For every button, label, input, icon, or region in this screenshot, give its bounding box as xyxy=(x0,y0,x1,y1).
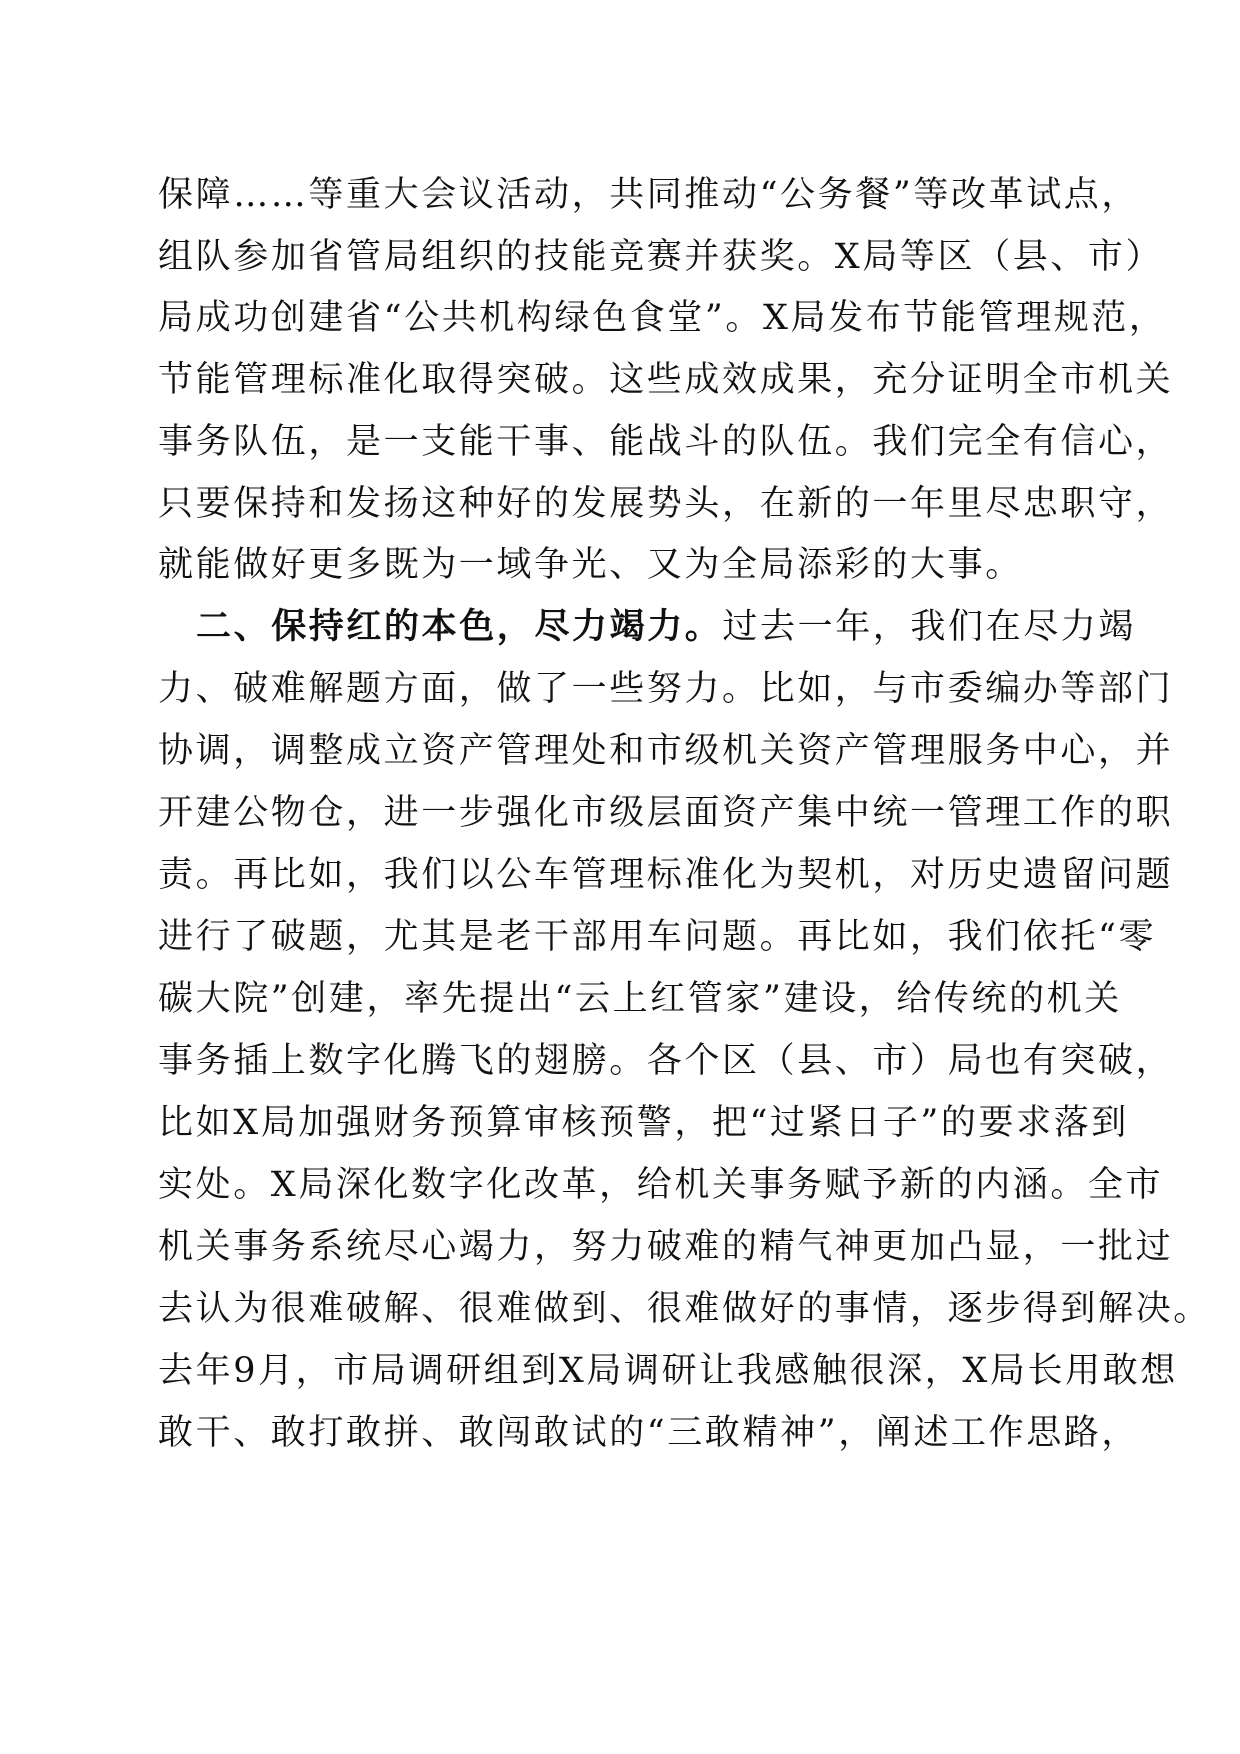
paragraph-line: 事务队伍，是一支能干事、能战斗的队伍。我们完全有信心， xyxy=(158,422,1174,462)
paragraph-line: 就能做好更多既为一域争光、又为全局添彩的大事。 xyxy=(158,545,1023,585)
paragraph-line: 实处。X局深化数字化改革，给机关事务赋予新的内涵。全市 xyxy=(158,1165,1164,1205)
paragraph-line: 节能管理标准化取得突破。这些成效成果，充分证明全市机关 xyxy=(158,360,1174,400)
paragraph-line: 比如X局加强财务预算审核预警，把“过紧日子”的要求落到 xyxy=(158,1103,1129,1143)
paragraph-line: 组队参加省管局组织的技能竞赛并获奖。X局等区（县、市） xyxy=(158,237,1164,277)
paragraph-line: 敢干、敢打敢拼、敢闯敢试的“三敢精神”，阐述工作思路， xyxy=(158,1413,1139,1453)
paragraph-line: 保障……等重大会议活动，共同推动“公务餐”等改革试点， xyxy=(158,175,1139,215)
paragraph-line: 事务插上数字化腾飞的翅膀。各个区（县、市）局也有突破， xyxy=(158,1041,1174,1081)
paragraph-line: 碳大院”创建，率先提出“云上红管家”建设，给传统的机关 xyxy=(158,979,1122,1019)
paragraph-line: 力、破难解题方面，做了一些努力。比如，与市委编办等部门 xyxy=(158,669,1174,709)
paragraph-line: 去认为很难破解、很难做到、很难做好的事情，逐步得到解决。 xyxy=(158,1289,1211,1329)
section-2-first-line xyxy=(196,595,1137,659)
paragraph-line: 进行了破题，尤其是老干部用车问题。再比如，我们依托“零 xyxy=(158,917,1157,957)
paragraph-line: 去年9月，市局调研组到X局调研让我感触很深，X局长用敢想 xyxy=(158,1351,1178,1391)
paragraph-line: 机关事务系统尽心竭力，努力破难的精气神更加凸显，一批过 xyxy=(158,1227,1174,1267)
section-2-heading: 二、保持红的本色，尽力竭力。 xyxy=(196,607,723,647)
paragraph-line: 责。再比如，我们以公车管理标准化为契机，对历史遗留问题 xyxy=(158,855,1174,895)
paragraph-line: 只要保持和发扬这种好的发展势头，在新的一年里尽忠职守， xyxy=(158,484,1174,524)
paragraph-line: 开建公物仓，进一步强化市级层面资产集中统一管理工作的职 xyxy=(158,793,1174,833)
section-2-first-line-text: 过去一年，我们在尽力竭 xyxy=(722,607,1137,647)
paragraph-line: 局成功创建省“公共机构绿色食堂”。X局发布节能管理规范， xyxy=(158,298,1167,338)
paragraph-line: 协调，调整成立资产管理处和市级机关资产管理服务中心，并 xyxy=(158,731,1174,771)
